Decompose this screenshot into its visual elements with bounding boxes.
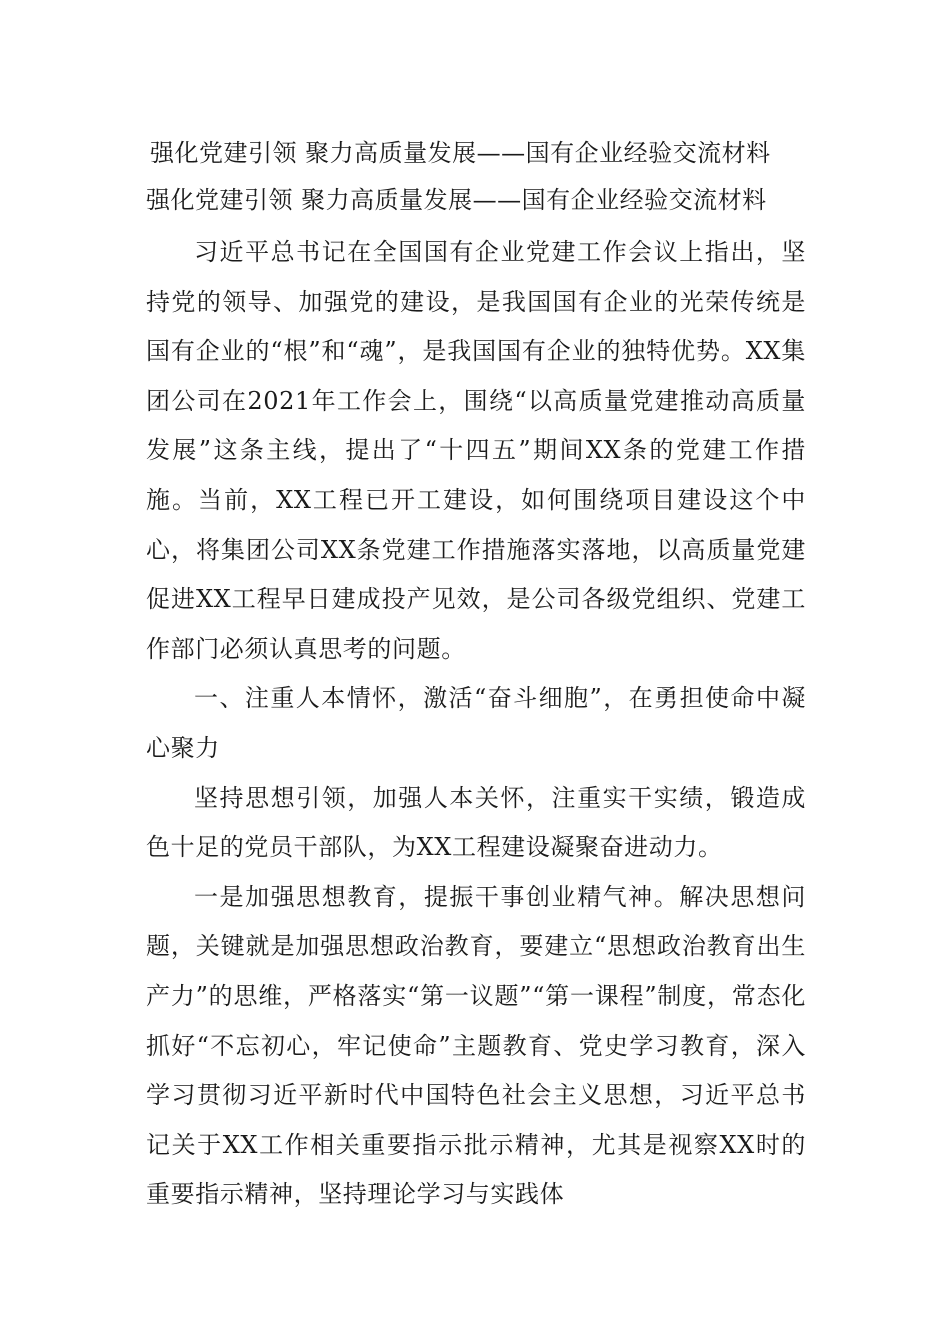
section-heading-one: 一、注重人本情怀，激活“奋斗细胞”，在勇担使命中凝心聚力 (146, 684, 806, 762)
paragraph-intro: 习近平总书记在全国国有企业党建工作会议上指出，坚持党的领导、加强党的建设，是我国国有企业的光荣传统是国有企业的“根”和“魂”，是我国国有企业的独特优势。XX集团公司在2021年工作会上，围绕“以高质量党建推动高质量发展”这条主线，提出了“十四五”期间XX条的党建工作措施。当前，XX工程已开工建设，如何围绕项目建设这个中心，将集团公司XX条党建工作措施落实落地，以高质量党建促进XX工程早日建成投产见效，是公司各级党组织、党建工作部门必须认真思考的问题。 (146, 238, 806, 663)
paragraph-point-one: 一是加强思想教育，提振干事创业精气神。解决思想问题，关键就是加强思想政治教育，要建立“思想政治教育出生产力”的思维，严格落实“第一议题”“第一课程”制度，常态化抓好“不忘初心，牢记使命”主题教育、党史学习教育，深入学习贯彻习近平新时代中国特色社会主义思想，习近平总书记关于XX工作相关重要指示批示精神，尤其是视察XX时的重要指示精神，坚持理论学习与实践体 (146, 882, 806, 1209)
document-title-repeat: 强化党建引领 聚力高质量发展——国有企业经验交流材料 (146, 186, 767, 214)
document-body (146, 228, 806, 1220)
document-title: 强化党建引领 聚力高质量发展——国有企业经验交流材料 (150, 139, 771, 167)
paragraph-section-summary: 坚持思想引领，加强人本关怀，注重实干实绩，锻造成色十足的党员干部队，为XX工程建设凝聚奋进动力。 (146, 783, 806, 862)
